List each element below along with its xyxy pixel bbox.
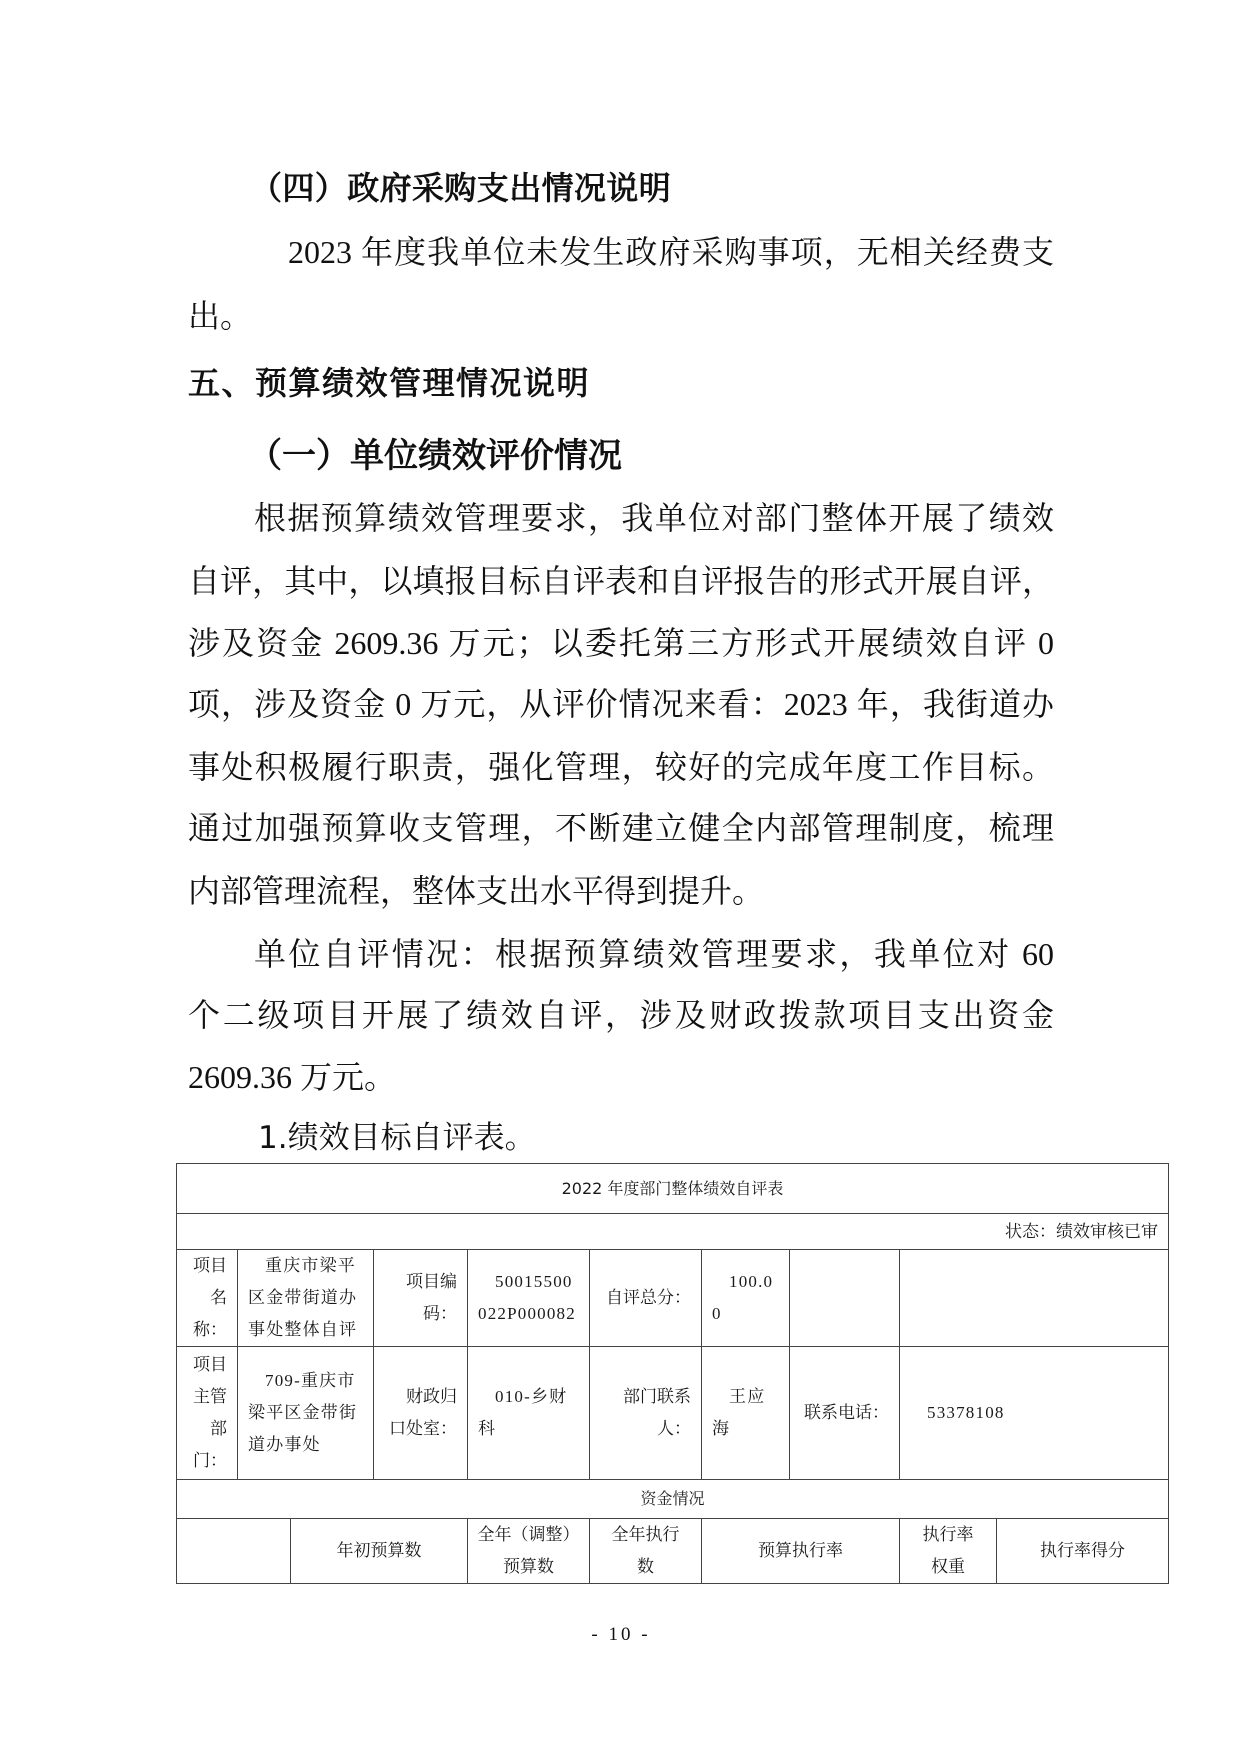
project-code-value: 50015500022P000082 xyxy=(468,1250,590,1347)
finance-office-value: 010-乡财科 xyxy=(468,1347,590,1480)
empty-cell xyxy=(790,1250,900,1347)
column-header: 年初预算数 xyxy=(291,1519,468,1584)
paragraph-line: 单位自评情况：根据预算绩效管理要求，我单位对 60 xyxy=(254,936,1054,972)
phone-value: 53378108 xyxy=(900,1347,1169,1480)
project-name-label: 项目名称： xyxy=(177,1250,238,1347)
supervisor-label: 项目主管部门： xyxy=(177,1347,238,1480)
paragraph-line: 项，涉及资金 0 万元，从评价情况来看：2023 年，我街道办 xyxy=(188,686,1054,722)
finance-office-label: 财政归口处室： xyxy=(374,1347,468,1480)
paragraph-line: 事处积极履行职责，强化管理，较好的完成年度工作目标。 xyxy=(188,749,1054,785)
self-score-label: 自评总分： xyxy=(590,1250,702,1347)
paragraph-line: 通过加强预算收支管理，不断建立健全内部管理制度，梳理 xyxy=(188,810,1054,846)
column-header: 执行率权重 xyxy=(900,1519,997,1584)
table-status-row xyxy=(177,1214,1169,1250)
phone-label: 联系电话： xyxy=(790,1347,900,1480)
self-score-value: 100.00 xyxy=(702,1250,790,1347)
table-caption: 1.绩效目标自评表。 xyxy=(258,1120,536,1156)
table-row xyxy=(177,1347,1169,1480)
heading-government-procurement: （四）政府采购支出情况说明 xyxy=(250,169,672,207)
paragraph-line: 个二级项目开展了绩效自评，涉及财政拨款项目支出资金 xyxy=(188,997,1054,1033)
empty-cell xyxy=(900,1250,1169,1347)
page-number: - 10 - xyxy=(591,1624,651,1645)
project-name-value: 重庆市梁平区金带街道办事处整体自评 xyxy=(238,1250,374,1347)
paragraph-line: 2609.36 万元。 xyxy=(188,1059,397,1095)
paragraph-line: 根据预算绩效管理要求，我单位对部门整体开展了绩效 xyxy=(254,500,1054,536)
paragraph-line: 自评，其中，以填报目标自评表和自评报告的形式开展自评， xyxy=(188,563,1054,599)
table-row xyxy=(177,1250,1169,1347)
table-title: 2022 年度部门整体绩效自评表 xyxy=(177,1164,1169,1214)
performance-self-evaluation-table xyxy=(176,1163,1169,1584)
contact-value: 王应海 xyxy=(702,1347,790,1480)
heading-unit-performance-evaluation: （一）单位绩效评价情况 xyxy=(248,436,622,476)
column-header: 全年执行数 xyxy=(590,1519,702,1584)
column-header: 预算执行率 xyxy=(702,1519,900,1584)
paragraph-line: 涉及资金 2609.36 万元；以委托第三方形式开展绩效自评 0 xyxy=(188,625,1054,661)
column-header: 全年（调整）预算数 xyxy=(468,1519,590,1584)
supervisor-value: 709-重庆市梁平区金带街道办事处 xyxy=(238,1347,374,1480)
funds-heading: 资金情况 xyxy=(177,1480,1169,1519)
heading-budget-performance: 五、预算绩效管理情况说明 xyxy=(188,364,591,402)
funds-column-header-row xyxy=(177,1519,1169,1584)
funds-heading-row xyxy=(177,1480,1169,1519)
paragraph-line: 出。 xyxy=(188,298,253,334)
empty-cell xyxy=(177,1519,291,1584)
column-header: 执行率得分 xyxy=(997,1519,1169,1584)
table-title-row xyxy=(177,1164,1169,1214)
contact-label: 部门联系人： xyxy=(590,1347,702,1480)
paragraph-line: 内部管理流程，整体支出水平得到提升。 xyxy=(188,873,765,909)
status-text: 状态：绩效审核已审 xyxy=(177,1214,1169,1250)
project-code-label: 项目编码： xyxy=(374,1250,468,1347)
paragraph-line: 2023 年度我单位未发生政府采购事项，无相关经费支 xyxy=(288,234,1054,270)
